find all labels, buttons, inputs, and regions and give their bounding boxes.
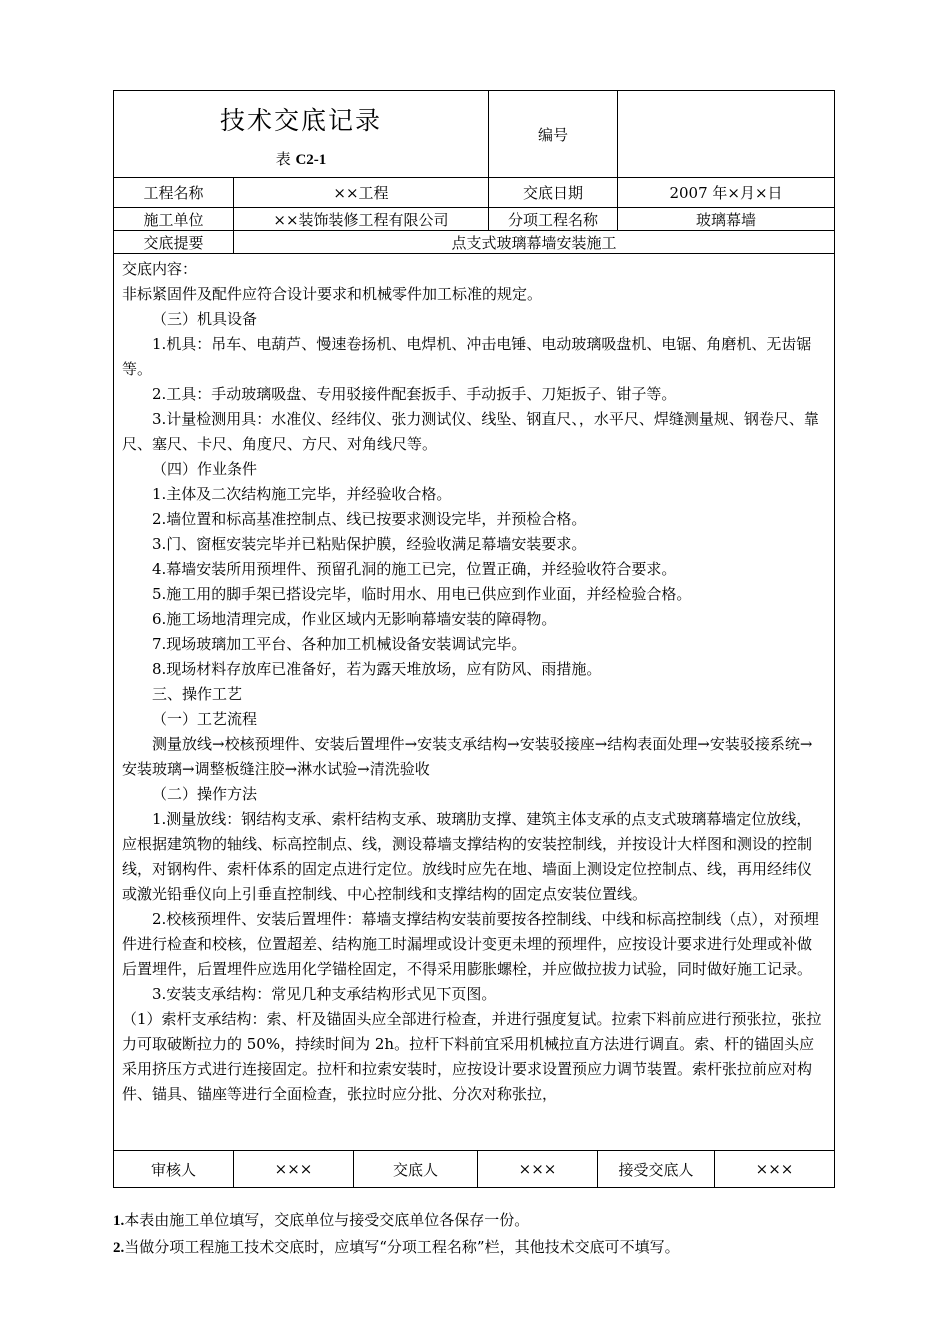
content-line: （1）索杆支承结构：索、杆及锚固头应全部进行检查，并进行强度复试。拉索下料前应进行预张拉，张拉力可取破断拉力的 50%，持续时间为 2h。拉杆下料前宜采用机械拉直方法进行调直。索、杆的锚固头应采用挤压方式进行连接固定。拉杆和拉索安装时，应按设计要求设置预应力调节装置。索杆张拉前应对构件、锚具、锚座等进行全面检查，张拉时应分批、分次对称张拉， [122,1010,822,1103]
unit-label: 施工单位 [114,208,234,231]
date-value[interactable]: 2007 年×月×日 [618,178,835,208]
content-line: 4.幕墙安装所用预埋件、预留孔洞的施工已完，位置正确，并经验收符合要求。 [152,560,677,578]
content-line: （四）作业条件 [152,460,258,478]
subproject-value[interactable]: 玻璃幕墙 [618,208,835,231]
unit-value[interactable]: ××装饰装修工程有限公司 [234,208,489,231]
title-cell [114,91,489,178]
presenter-label: 交底人 [354,1151,478,1188]
receiver-label: 接受交底人 [598,1151,715,1188]
footnote-2: 2.当做分项工程施工技术交底时，应填写“分项工程名称”栏，其他技术交底可不填写。 [113,1238,680,1256]
content-line: 1.测量放线：钢结构支承、索杆结构支承、玻璃肋支撑、建筑主体支承的点支式玻璃幕墙定位放线，应根据建筑物的轴线、标高控制点、线，测设幕墙支撑结构的安装控制线，并按设计大样图和测设的控制线，对钢构件、索杆体系的固定点进行定位。放线时应先在地、墙面上测设定位控制点、线，再用经纬仪或激光铅垂仪向上引垂直控制线、中心控制线和支撑结构的固定点安装位置线。 [122,810,813,903]
content-line: （二）操作方法 [152,785,258,803]
content-line: （一）工艺流程 [152,710,258,728]
content-cell [114,254,835,1151]
date-label: 交底日期 [489,178,618,208]
content-line: 2.工具：手动玻璃吸盘、专用驳接件配套扳手、手动扳手、刀矩扳子、钳子等。 [152,385,677,403]
footnote-1: 1.本表由施工单位填写，交底单位与接受交底单位各保存一份。 [113,1211,530,1229]
presenter-value[interactable]: ××× [478,1151,598,1188]
subproject-label: 分项工程名称 [489,208,618,231]
receiver-value[interactable]: ××× [715,1151,835,1188]
footnotes [113,1207,680,1261]
summary-value[interactable]: 点支式玻璃幕墙安装施工 [234,231,835,254]
reviewer-value[interactable]: ××× [234,1151,354,1188]
content-heading: 交底内容： [122,260,198,278]
content-line: 8.现场材料存放库已准备好，若为露天堆放场，应有防风、雨措施。 [152,660,602,678]
content-line: 2.墙位置和标高基准控制点、线已按要求测设完毕，并预检合格。 [152,510,587,528]
content-line: 3.计量检测用具：水准仪、经纬仪、张力测试仪、线坠、钢直尺、，水平尺、焊缝测量规、钢卷尺、靠尺、塞尺、卡尺、角度尺、方尺、对角线尺等。 [122,410,819,453]
table-number: 表 C2-1 [275,150,327,168]
content-line: 5.施工用的脚手架已搭设完毕，临时用水、用电已供应到作业面，并经检验合格。 [152,585,692,603]
project-name-value[interactable]: ××工程 [234,178,489,208]
signature-table [113,1151,835,1188]
header-table [113,90,835,1151]
content-line: 6.施工场地清理完成，作业区域内无影响幕墙安装的障碍物。 [152,610,557,628]
content-line: 1.机具：吊车、电葫芦、慢速卷扬机、电焊机、冲击电锤、电动玻璃吸盘机、电锯、角磨机、无齿锯等。 [122,335,812,378]
content-line: 2.校核预埋件、安装后置埋件：幕墙支撑结构安装前要按各控制线、中线和标高控制线（点），对预埋件进行检查和校核，位置超差、结构施工时漏埋或设计变更未埋的预埋件，应按设计要求进行处理或补做后置埋件，后置埋件应选用化学锚栓固定，不得采用膨胀螺栓，并应做拉拔力试验，同时做好施工记录。 [122,910,819,978]
content-line: 非标紧固件及配件应符合设计要求和机械零件加工标准的规定。 [122,285,543,303]
reviewer-label: 审核人 [114,1151,234,1188]
content-line: 3.安装支承结构：常见几种支承结构形式见下页图。 [152,985,497,1003]
record-sheet [113,90,834,1188]
content-line: 1.主体及二次结构施工完毕，并经验收合格。 [152,485,452,503]
content-line: 7.现场玻璃加工平台、各种加工机械设备安装调试完毕。 [152,635,527,653]
content-line: 测量放线→校核预埋件、安装后置埋件→安装支承结构→安装驳接座→结构表面处理→安装驳接系统→安装玻璃→调整板缝注胶→淋水试验→清洗验收 [122,735,813,778]
project-name-label: 工程名称 [114,178,234,208]
number-value[interactable] [618,91,835,178]
content-line: 3.门、窗框安装完毕并已粘贴保护膜，经验收满足幕墙安装要求。 [152,535,587,553]
content-line: 三、操作工艺 [152,685,243,703]
number-label: 编号 [489,91,618,178]
content-line: （三）机具设备 [152,310,258,328]
document-title: 技术交底记录 [219,106,382,135]
summary-label: 交底提要 [114,231,234,254]
